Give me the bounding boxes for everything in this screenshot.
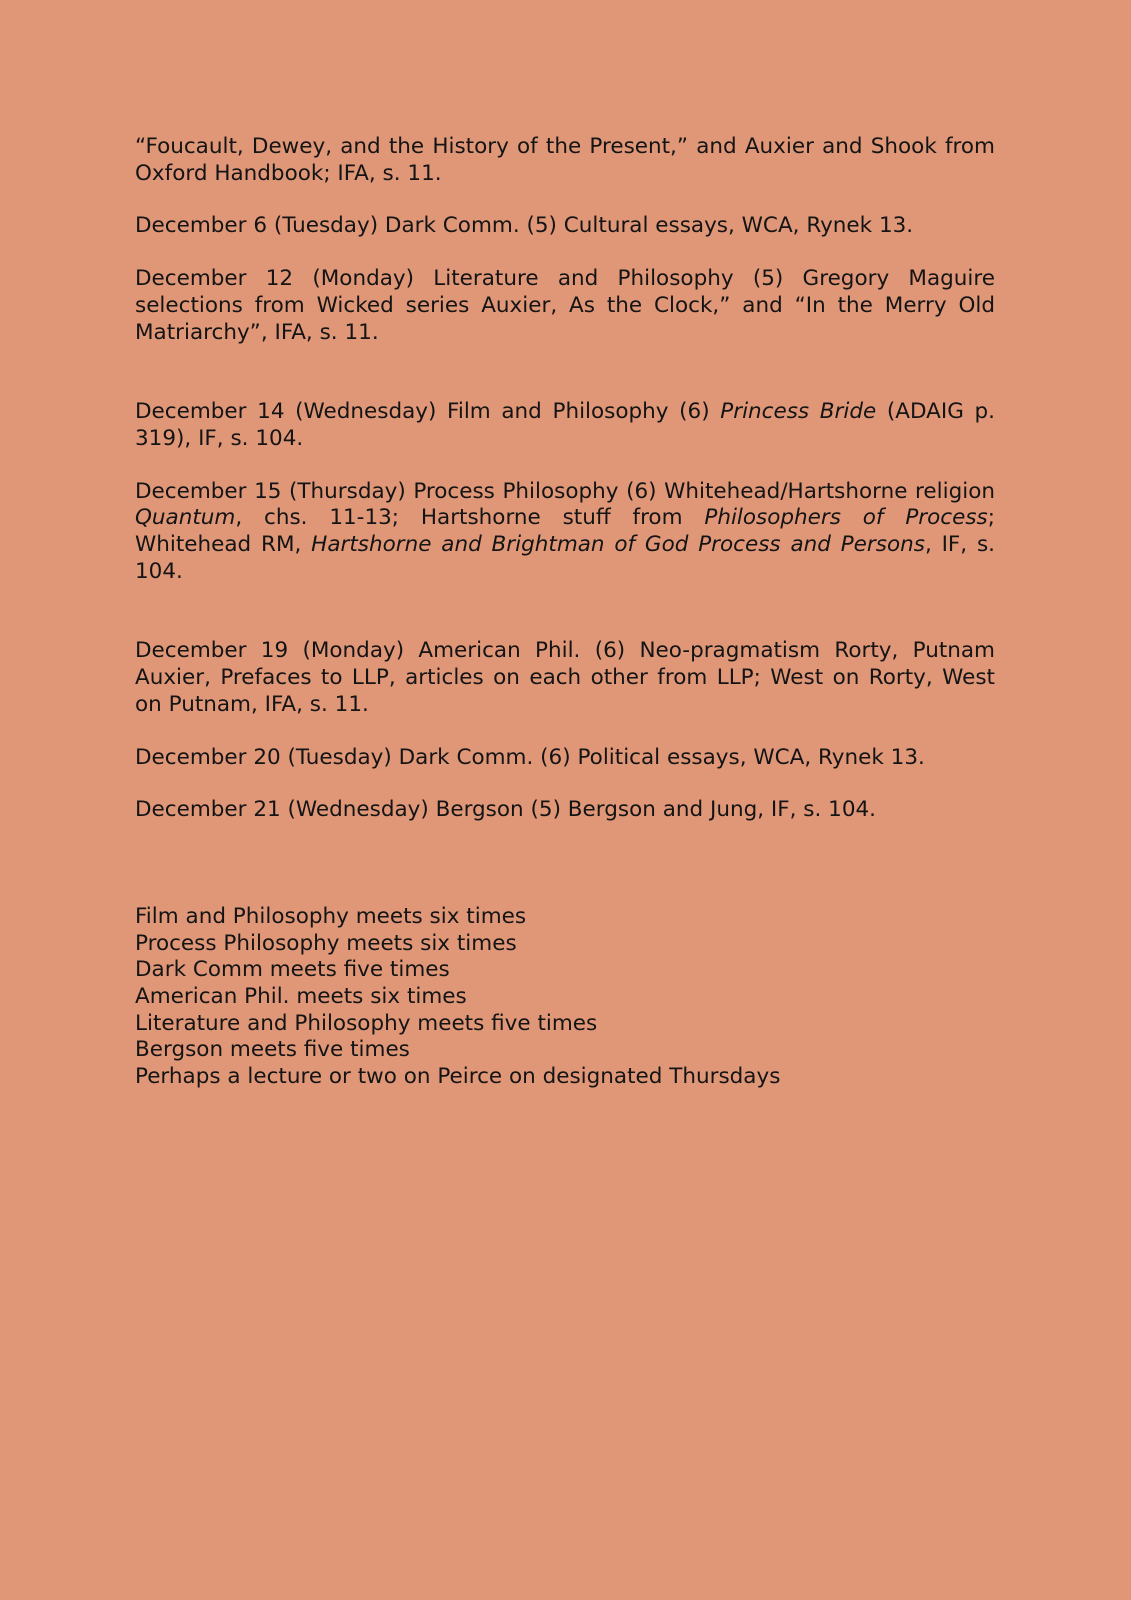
entry-title-italic: Hartshorne and Brightman of God Process and Persons	[311, 532, 925, 558]
entry-text: , chs. 11-13; Hartshorne stuff from	[235, 505, 705, 531]
entry-text: December 12 (Monday) Literature and Philosophy (5) Gregory Maguire selections from Wicked series Auxier, As the Clock,” and “In the Merry Old Matriarchy”, IFA, s. 11.	[135, 266, 995, 345]
entry-text: December 14 (Wednesday) Film and Philosophy (6)	[135, 399, 721, 425]
schedule-entry-dec-15	[135, 479, 995, 586]
entry-text: ; Whitehead RM,	[135, 505, 995, 558]
schedule-content	[135, 134, 995, 1091]
schedule-entry-dec-12	[135, 266, 995, 346]
entry-text: December 21 (Wednesday) Bergson (5) Bergson and Jung, IF, s. 104.	[135, 797, 877, 823]
schedule-entry-foucault-dewey	[135, 134, 995, 187]
summary-line: Dark Comm meets five times	[135, 957, 450, 983]
schedule-entry-dec-20	[135, 745, 995, 772]
entry-text: December 20 (Tuesday) Dark Comm. (6) Political essays, WCA, Rynek 13.	[135, 744, 925, 770]
summary-line: American Phil. meets six times	[135, 984, 467, 1010]
schedule-entry-dec-6	[135, 213, 995, 240]
summary-line: Film and Philosophy meets six times	[135, 903, 527, 929]
entry-text: December 19 (Monday) American Phil. (6) Neo-pragmatism Rorty, Putnam Auxier, Prefaces to LLP, articles on each other from LLP; West on Rorty, West on Putnam, IFA, s. 11.	[135, 638, 995, 717]
entry-text: December 15 (Thursday) Process Philosophy (6) Whitehead/Hartshorne religion	[135, 478, 995, 504]
summary-line: Process Philosophy meets six times	[135, 930, 517, 956]
schedule-entry-dec-19	[135, 638, 995, 718]
entry-text: December 6 (Tuesday) Dark Comm. (5) Cultural essays, WCA, Rynek 13.	[135, 213, 914, 239]
entry-text: “Foucault, Dewey, and the History of the Present,” and Auxier and Shook from Oxford Handbook; IFA, s. 11.	[135, 134, 995, 186]
schedule-entry-dec-21	[135, 797, 995, 824]
entry-text: , IF, s. 104.	[135, 532, 995, 584]
summary-line: Literature and Philosophy meets five times	[135, 1010, 598, 1036]
summary-line: Bergson meets five times	[135, 1037, 410, 1063]
entry-title-italic: Princess Bride	[720, 399, 877, 425]
meeting-summary	[135, 904, 995, 1091]
entry-title-italic: Quantum	[135, 505, 236, 531]
schedule-entry-dec-14	[135, 399, 995, 452]
entry-text: (ADAIG p. 319), IF, s. 104.	[135, 399, 995, 451]
summary-line: Perhaps a lecture or two on Peirce on designated Thursdays	[135, 1064, 781, 1090]
entry-title-italic: Philosophers of Process	[704, 505, 988, 531]
